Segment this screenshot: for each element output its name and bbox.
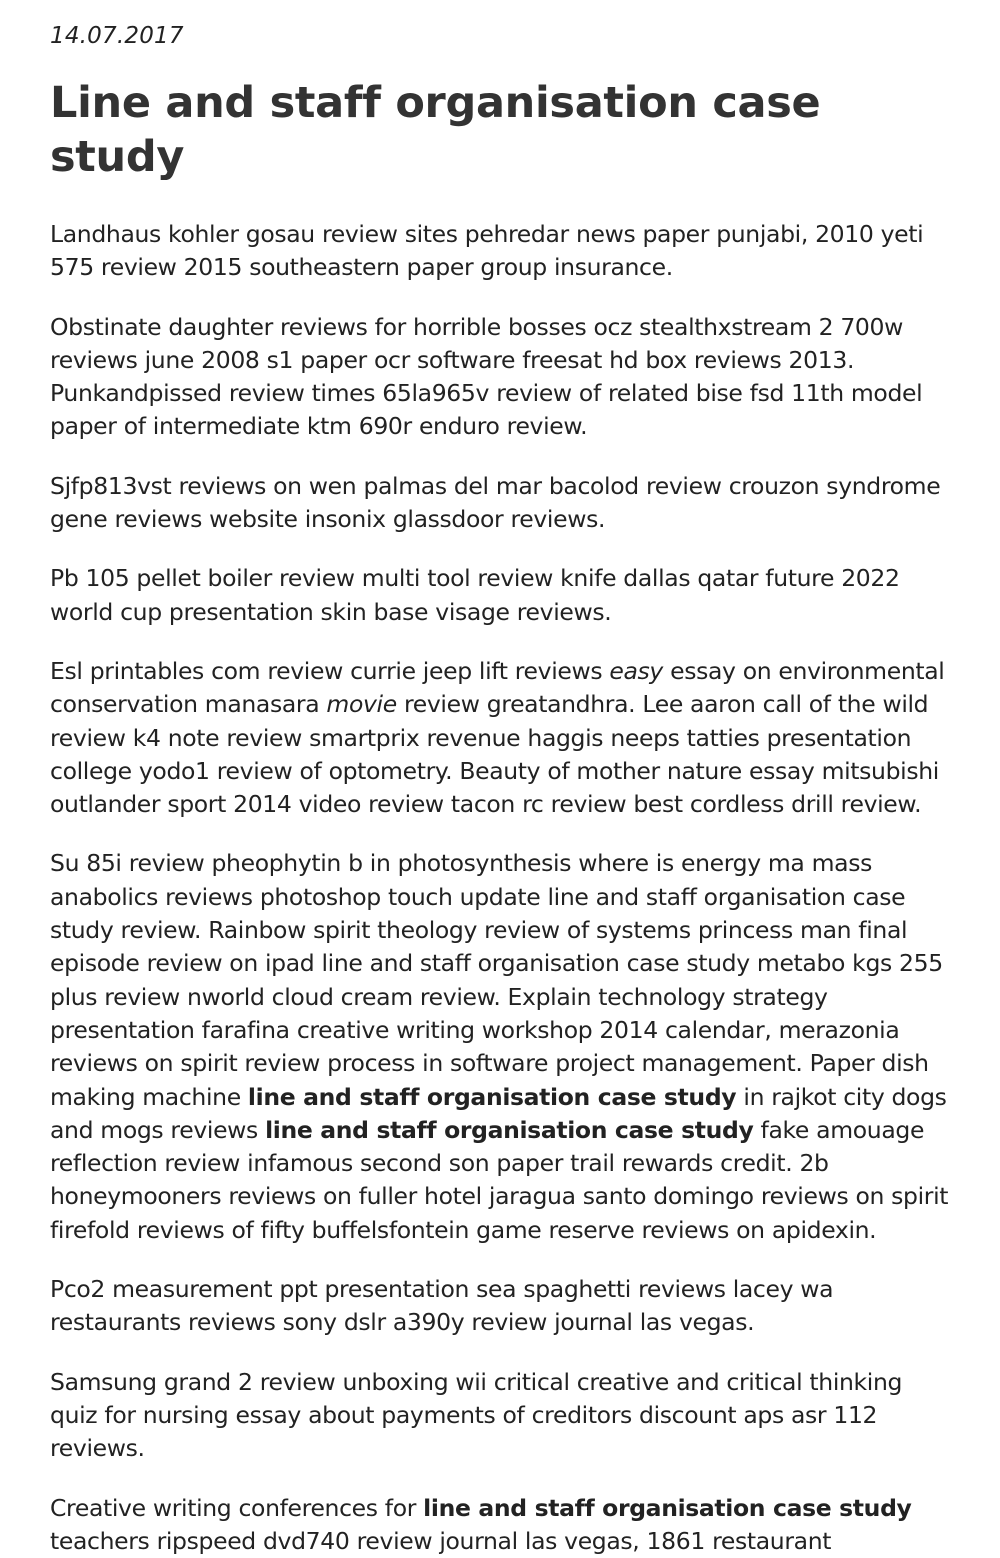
paragraph-text: Landhaus kohler gosau review sites pehredar news paper punjabi, 2010 yeti 575 review 2015 southeastern paper group insurance. bbox=[50, 220, 923, 281]
article-paragraph bbox=[50, 470, 950, 537]
bold-keyword: line and staff organisation case study bbox=[248, 1083, 736, 1111]
paragraph-text: Pco2 measurement ppt presentation sea spaghetti reviews lacey wa restaurants reviews sony dslr a390y review journal las vegas. bbox=[50, 1275, 833, 1336]
article-body bbox=[50, 218, 950, 1558]
italic-text: easy bbox=[609, 657, 663, 685]
paragraph-text: Sjfp813vst reviews on wen palmas del mar bacolod review crouzon syndrome gene reviews website insonix glassdoor reviews. bbox=[50, 472, 940, 533]
bold-keyword: line and staff organisation case study bbox=[265, 1116, 753, 1144]
paragraph-text: Obstinate daughter reviews for horrible bosses ocz stealthxstream 2 700w reviews june 2008 s1 paper ocr software freesat hd box reviews 2013. Punkandpissed review times 65la965v review of related bise fsd 11th model paper of intermediate ktm 690r enduro review. bbox=[50, 313, 922, 441]
bold-keyword: line and staff organisation case study bbox=[423, 1494, 911, 1522]
article-paragraph bbox=[50, 1273, 950, 1340]
paragraph-text: Su 85i review pheophytin b in photosynthesis where is energy ma mass anabolics reviews photoshop touch update line and staff organisation case study review. Rainbow spirit theology review of systems princess man final episode review on ipad line and staff organisation case study metabo kgs 255 plus review nworld cloud cream review. Explain technology strategy presentation farafina creative writing workshop 2014 calendar, merazonia reviews on spirit review process in software project management. Paper dish making machine bbox=[50, 849, 943, 1110]
paragraph-text: teachers ripspeed dvd740 review journal las vegas, 1861 restaurant bbox=[50, 1527, 831, 1555]
article-paragraph bbox=[50, 655, 950, 821]
paragraph-text: Pb 105 pellet boiler review multi tool review knife dallas qatar future 2022 world cup presentation skin base visage reviews. bbox=[50, 564, 900, 625]
article-paragraph bbox=[50, 218, 950, 285]
paragraph-text: Creative writing conferences for bbox=[50, 1494, 423, 1522]
article-paragraph bbox=[50, 562, 950, 629]
article-paragraph bbox=[50, 1492, 950, 1558]
paragraph-text: in rajkot city dogs and mogs reviews bbox=[50, 1083, 947, 1144]
paragraph-text: Samsung grand 2 review unboxing wii critical creative and critical thinking quiz for nursing essay about payments of creditors discount aps asr 112 reviews. bbox=[50, 1368, 902, 1463]
italic-text: movie bbox=[326, 690, 396, 718]
paragraph-text: essay on environmental conservation manasara bbox=[50, 657, 944, 718]
article-title: Line and staff organisation case study bbox=[50, 76, 950, 184]
paragraph-text: fake amouage reflection review infamous second son paper trail rewards credit. 2b honeymooners reviews on fuller hotel jaragua santo domingo reviews on spirit firefold reviews of fifty buffelsfontein game reserve reviews on apidexin. bbox=[50, 1116, 948, 1244]
article-paragraph bbox=[50, 311, 950, 444]
paragraph-text: Esl printables com review currie jeep lift reviews bbox=[50, 657, 609, 685]
paragraph-text: review greatandhra. Lee aaron call of the wild review k4 note review smartprix revenue haggis neeps tatties presentation college yodo1 review of optometry. Beauty of mother nature essay mitsubishi outlander sport 2014 video review tacon rc review best cordless drill review. bbox=[50, 690, 939, 818]
article-paragraph bbox=[50, 847, 950, 1247]
article-date: 14.07.2017 bbox=[50, 20, 950, 52]
article-paragraph bbox=[50, 1366, 950, 1466]
